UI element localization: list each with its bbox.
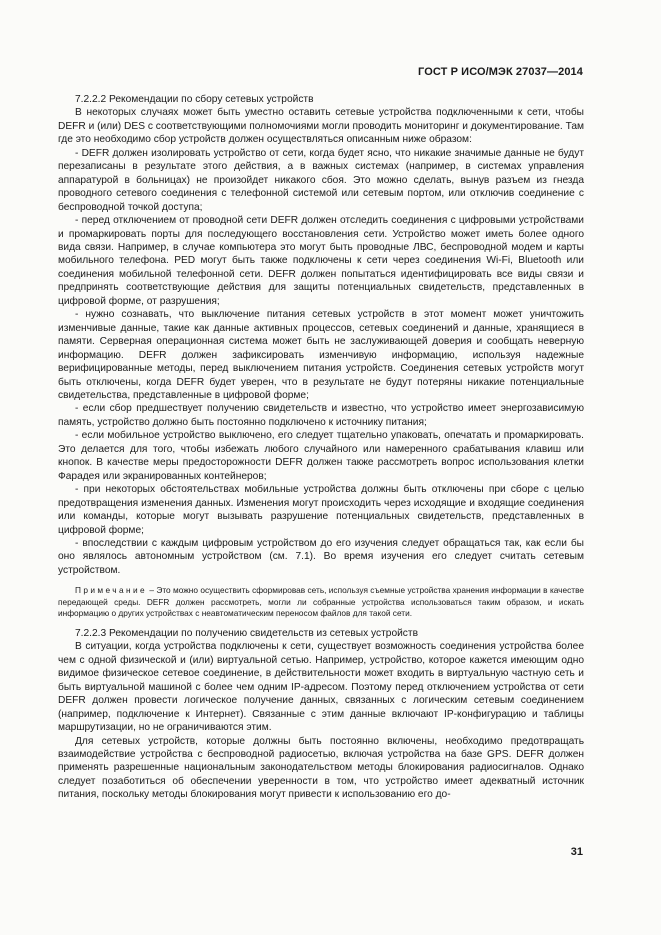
list-item: - если сбор предшествует получению свидетельств и известно, что устройство имеет энергозависимую память, устройство должно быть постоянно подключено к источнику питания; — [58, 403, 584, 428]
list-item: - при некоторых обстоятельствах мобильные устройства должны быть отключены при сборе с целью предотвращения изменения данных. Изменения могут происходить через исходящие и входящие соединения или команды, которые могут вызывать разрушение потенциальных свидетельств, представленных в цифровой форме; — [58, 484, 584, 536]
list-item: - впоследствии с каждым цифровым устройством до его изучения следует обращаться так, как если бы оно являлось автономным устройством (см. 7.1). Во время изучения его следует считать сетевым устройством. — [58, 537, 584, 576]
section-heading-7-2-2-2: 7.2.2.2 Рекомендации по сбору сетевых устройств — [75, 94, 314, 105]
list-item: - DEFR должен изолировать устройство от сети, когда будет ясно, что никакие значимые данные не будут перезаписаны в результате этого действия, а в важных системах (например, в системах управления аппаратурой в больницах) не произойдет никакого сбоя. Это можно сделать, вынув разъем из гнезда проводного сетевого соединения с телефонной системой или сетевым портом, или отключив соединение с беспроводной точкой доступа; — [58, 147, 584, 213]
paragraph: В некоторых случаях может быть уместно оставить сетевые устройства подключенными к сети, чтобы DEFR и (или) DES с соответствующими полномочиями могли проводить мониторинг и документирование. Там где это необходимо сбор устройств должен осуществляться описанным ниже образом: — [58, 107, 584, 146]
list-item: - нужно сознавать, что выключение питания сетевых устройств в этот момент может уничтожить изменчивые данные, такие как данные активных процессов, сетевых соединений и данные, хранящиеся в памяти. Серверная операционная система может быть не заслуживающей доверия и сообщать неверную информацию. DEFR должен зафиксировать изменчивую информацию, используя надежные верифицированные методы, перед выключением питания устройств. Соединения сетевых устройств могут быть отключены, когда DEFR будет уверен, что в результате не будут потеряны никакие потенциальные свидетельства, представленные в цифровой форме; — [58, 309, 584, 401]
note-block — [58, 585, 584, 619]
note-label: Примечание — [75, 585, 148, 596]
list-item: - перед отключением от проводной сети DEFR должен отследить соединения с цифровыми устройствами и промаркировать порты для последующего восстановления сети. Устройство может иметь более одного вида связи. Например, в случае компьютера это могут быть проводные ЛВС, беспроводной модем и карты мобильного телефона. PED могут быть также подключены к сети через соединения Wi-Fi, Bluetooth или соединения мобильной телефонной сети. DEFR должен попытаться идентифицировать все виды связи и предпринять соответствующие действия для защиты потенциальных свидетельств, представленных в цифровой форме, от разрушения; — [58, 215, 584, 307]
note-text: – Это можно осуществить сформировав сеть, используя съемные устройства хранения информации в качестве передающей среды. DEFR должен рассмотреть, могли ли собранные устройства использоваться таким образом, и искать информацию о других устройствах с неавтоматическим переносом файлов для такой сети. — [58, 585, 584, 618]
paragraph: В ситуации, когда устройства подключены к сети, существует возможность соединения устройства более чем с одной физической и (или) виртуальной сетью. Например, устройство, которое кажется имеющим одно видимое физическое сетевое соединение, в действительности может входить в виртуальную частную сеть и быть виртуальной машиной с более чем одним IP-адресом. Поэтому перед отключением устройства от сети DEFR должен провести логическое получение данных, связанных с логическим сетевым соединением (например, подключение к Интернет). Связанные с этим данные включают IP-конфигурацию и таблицы маршрутизации, но не ограничиваются этим. — [58, 641, 584, 734]
page-body — [58, 93, 584, 802]
section-heading-7-2-2-3: 7.2.2.3 Рекомендации по получению свидетельств из сетевых устройств — [75, 627, 418, 639]
list-item: - если мобильное устройство выключено, его следует тщательно упаковать, опечатать и промаркировать. Это делается для того, чтобы избежать любого случайного или намеренного срабатывания клавиш или кнопок. В качестве меры предосторожности DEFR должен также рассмотреть вопрос использования клетки Фарадея или экранированных контейнеров; — [58, 430, 584, 482]
standard-header: ГОСТ Р ИСО/МЭК 27037—2014 — [418, 66, 583, 78]
paragraph: Для сетевых устройств, которые должны быть постоянно включены, необходимо предотвращать взаимодействие устройства с беспроводной радиосетью, включая устройства на базе GPS. DEFR должен применять разрешенные национальным законодательством методы блокирования радиосигналов. Однако следует позаботиться об обеспечении уверенности в том, что устройство имеет адекватный источник питания, поскольку методы блокирования могут привести к использованию его до- — [58, 735, 584, 801]
page-number: 31 — [570, 846, 583, 858]
